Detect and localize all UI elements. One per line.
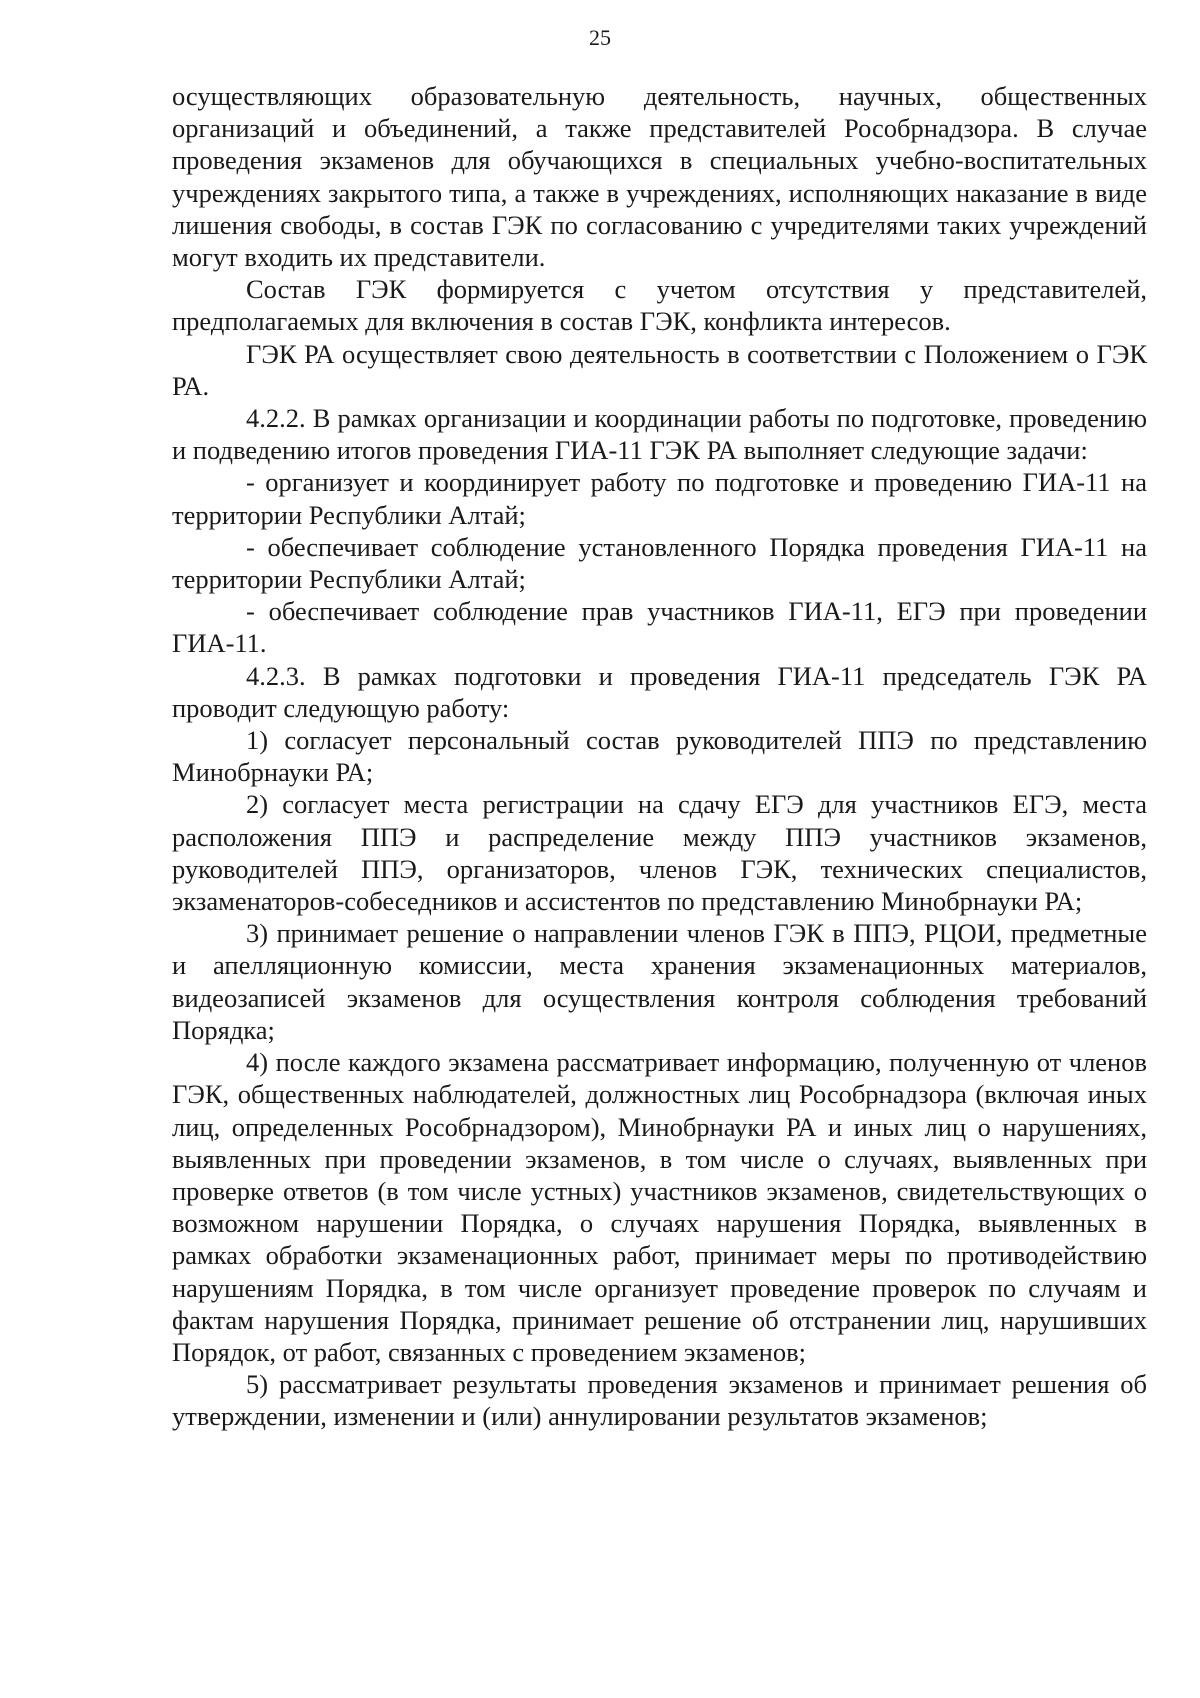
list-item-4: 4) после каждого экзамена рассматривает информацию, полученную от членов ГЭК, общественных наблюдателей, должностных лиц Рособрнадзора (включая иных лиц, определенных Рособрнадзором), Минобрнауки РА и иных лиц о нарушениях, выявленных при проведении экзаменов, в том числе о случаях, выявленных при проверке ответов (в том числе устных) участников экзаменов, свидетельствующих о возможном нарушении Порядка, о случаях нарушения Порядка, выявленных в рамках обработки экзаменационных работ, принимает меры по противодействию нарушениям Порядка, в том числе организует проведение проверок по случаям и фактам нарушения Порядка, принимает решение об отстранении лиц, нарушивших Порядок, от работ, связанных с проведением экзаменов;	[172, 1047, 1147, 1367]
paragraph-gek-regulation: ГЭК РА осуществляет свою деятельность в соответствии с Положением о ГЭК РА.	[172, 338, 1147, 401]
list-item-1: 1) согласует персональный состав руководителей ППЭ по представлению Минобрнауки РА;	[172, 725, 1147, 788]
list-item-5: 5) рассматривает результаты проведения экзаменов и принимает решения об утверждении, изменении и (или) аннулировании результатов экзаменов;	[172, 1369, 1147, 1432]
document-body	[172, 80, 1147, 1433]
paragraph-section-4-2-2: 4.2.2. В рамках организации и координации работы по подготовке, проведению и подведению итогов проведения ГИА-11 ГЭК РА выполняет следующие задачи:	[172, 403, 1147, 466]
list-item-ensures-rights: - обеспечивает соблюдение прав участников ГИА-11, ЕГЭ при проведении ГИА-11.	[172, 596, 1147, 659]
list-item-ensures-procedure: - обеспечивает соблюдение установленного Порядка проведения ГИА-11 на территории Республики Алтай;	[172, 531, 1147, 595]
list-item-3: 3) принимает решение о направлении членов ГЭК в ППЭ, РЦОИ, предметные и апелляционную комиссии, места хранения экзаменационных материалов, видеозаписей экзаменов для осуществления контроля соблюдения требований Порядка;	[172, 918, 1147, 1045]
paragraph-conflict-of-interest: Состав ГЭК формируется с учетом отсутствия у представителей, предполагаемых для включения в состав ГЭК, конфликта интересов.	[172, 274, 1147, 337]
list-item-organizes: - организует и координирует работу по подготовке и проведению ГИА-11 на территории Республики Алтай;	[172, 467, 1147, 530]
paragraph-gek-composition-continuation: осуществляющих образовательную деятельность, научных, общественных организаций и объединений, а также представителей Рособрнадзора. В случае проведения экзаменов для обучающихся в специальных учебно-воспитательных учреждениях закрытого типа, а также в учреждениях, исполняющих наказание в виде лишения свободы, в состав ГЭК по согласованию с учредителями таких учреждений могут входить их представители.	[172, 81, 1147, 273]
page-number: 25	[589, 25, 611, 50]
paragraph-section-4-2-3: 4.2.3. В рамках подготовки и проведения ГИА-11 председатель ГЭК РА проводит следующую работу:	[172, 660, 1147, 723]
list-item-2: 2) согласует места регистрации на сдачу ЕГЭ для участников ЕГЭ, места расположения ППЭ и распределение между ППЭ участников экзаменов, руководителей ППЭ, организаторов, членов ГЭК, технических специалистов, экзаменаторов-собеседников и ассистентов по представлению Минобрнауки РА;	[172, 789, 1147, 917]
